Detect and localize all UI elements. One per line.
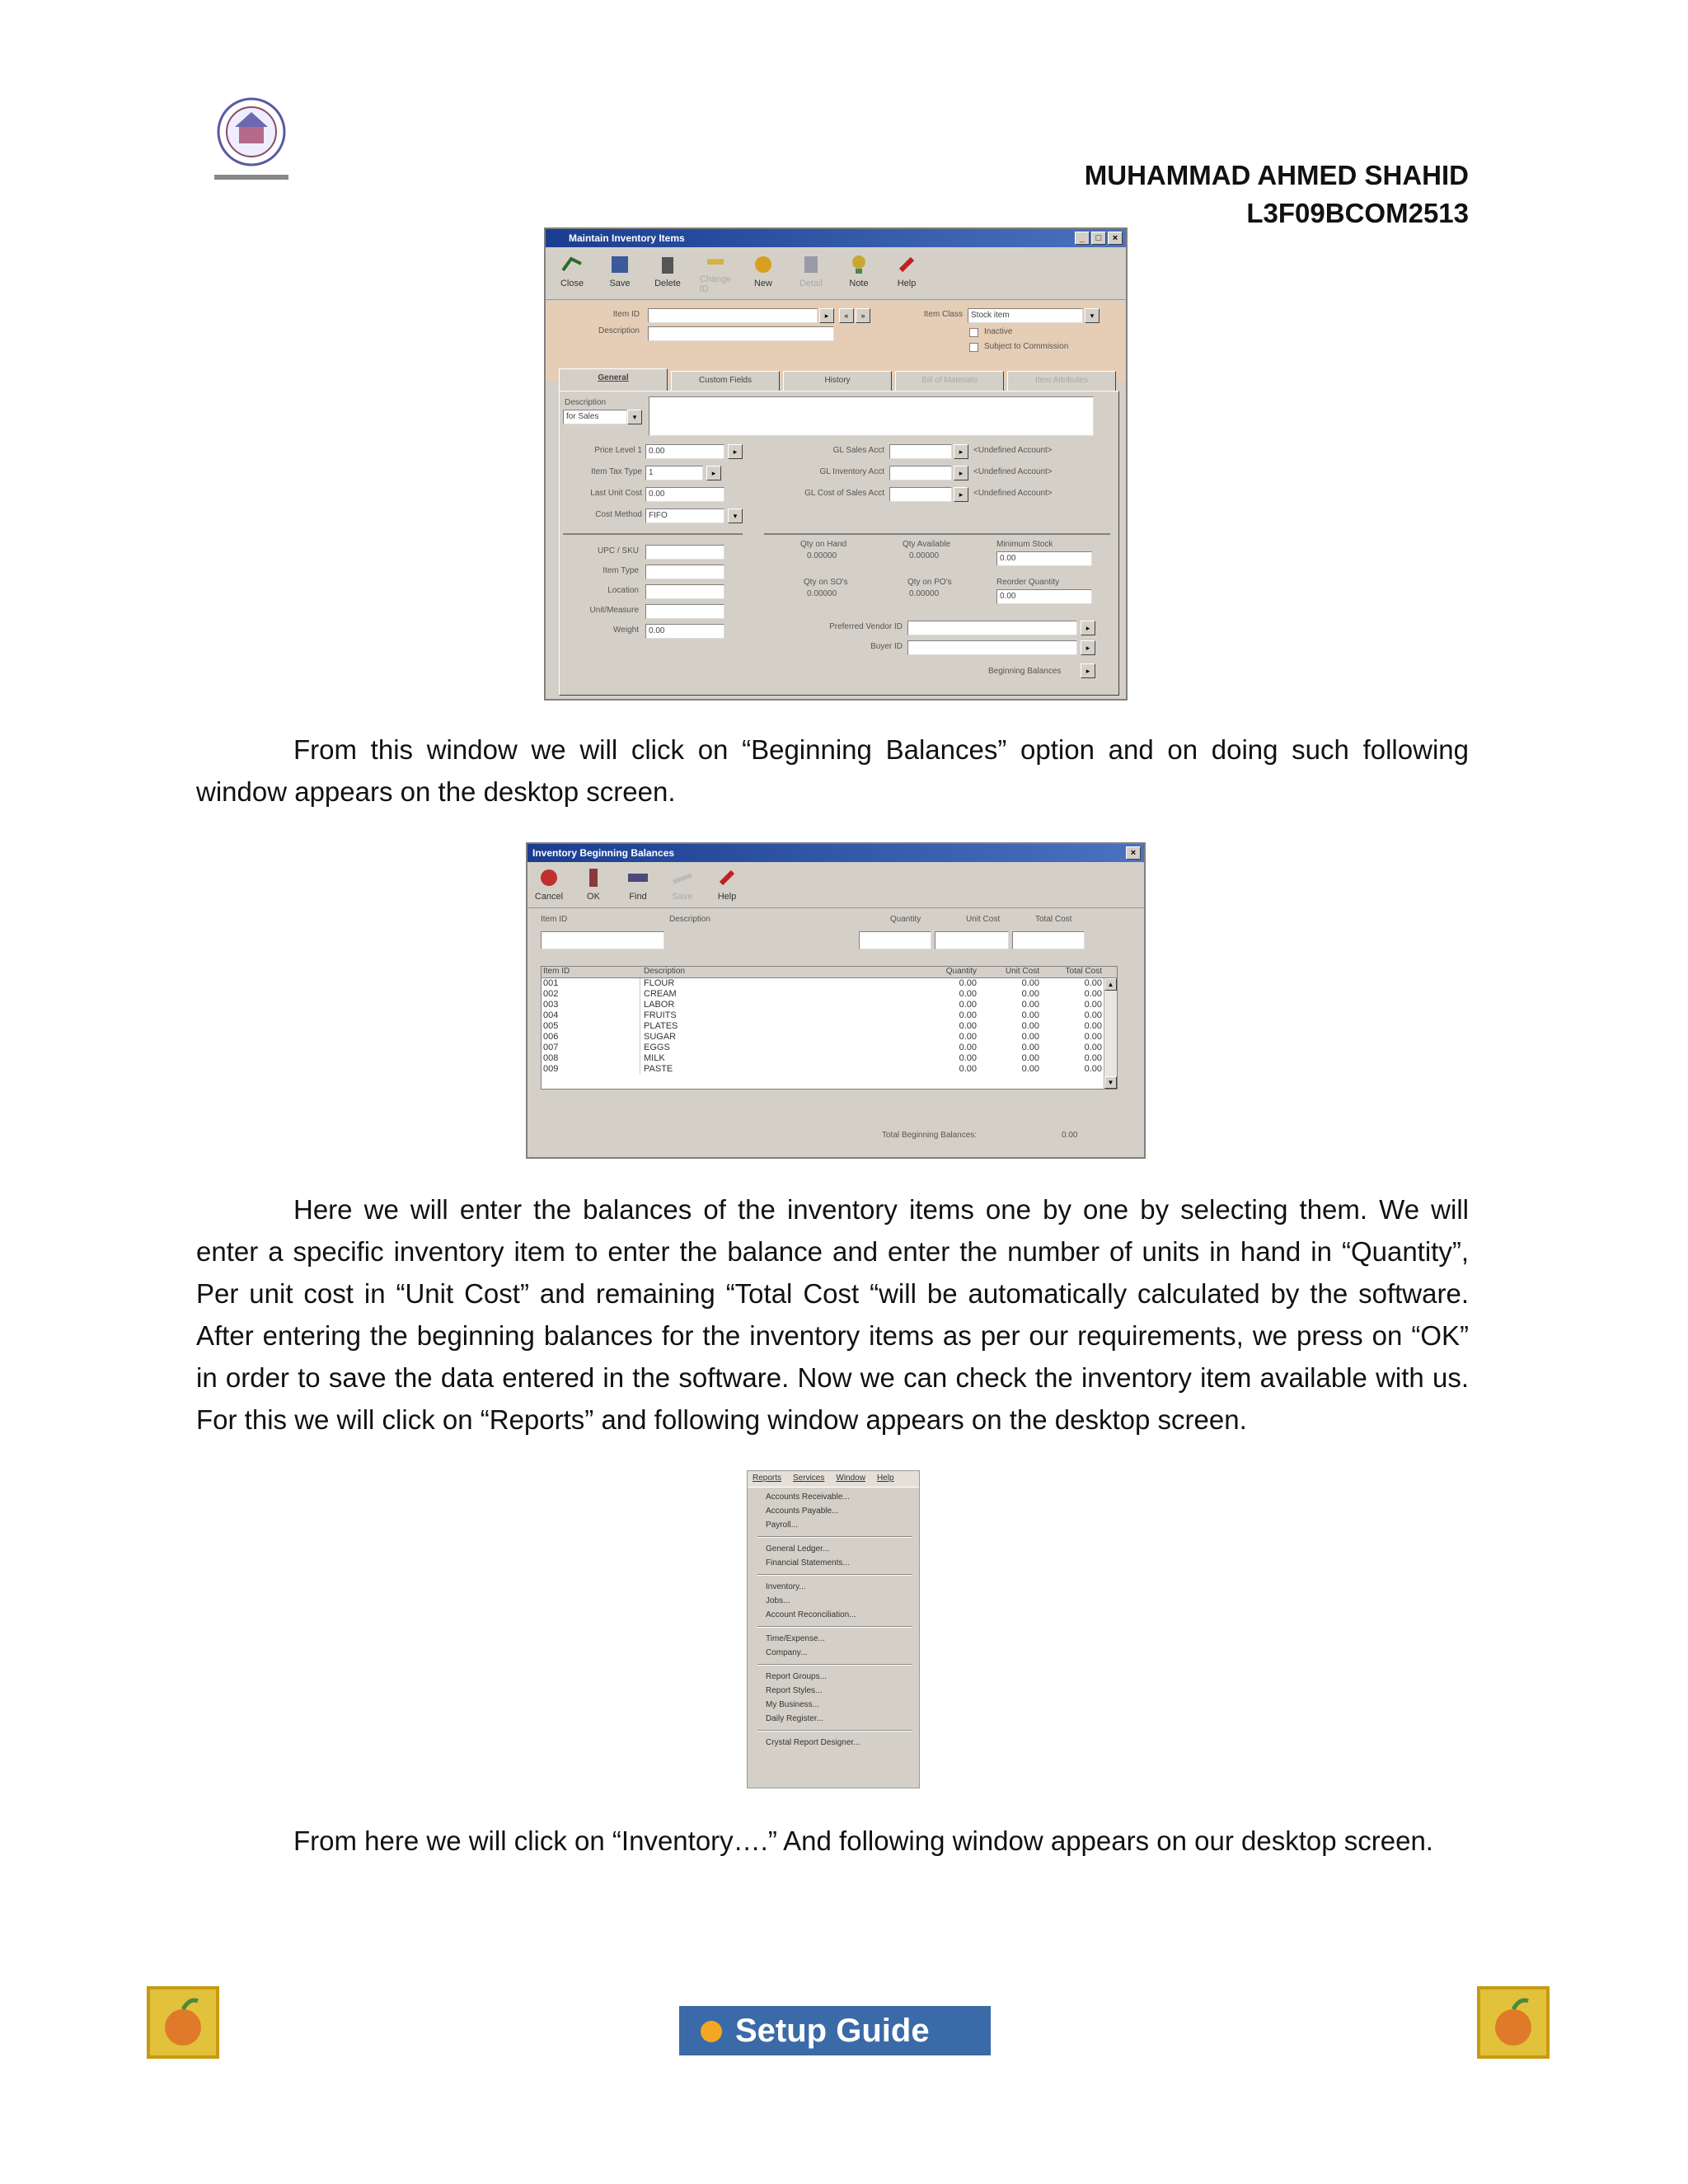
item-type-label: Item Type — [603, 566, 639, 575]
qty-on-pos-value: 0.00000 — [909, 589, 940, 598]
qty-on-sos-label: Qty on SO's — [804, 578, 848, 587]
setup-guide-banner — [679, 2006, 991, 2055]
cost-method-select[interactable]: FIFO — [645, 509, 724, 523]
table-row[interactable] — [542, 1021, 1117, 1032]
menu-item[interactable]: Report Styles... — [766, 1686, 823, 1695]
gl-sales-lookup[interactable]: ▸ — [954, 444, 968, 459]
reorder-qty-label: Reorder Quantity — [996, 578, 1060, 587]
table-row[interactable] — [542, 1053, 1117, 1064]
item-tax-type-input[interactable]: 1 — [645, 466, 703, 480]
gl-cogs-input[interactable] — [889, 487, 952, 502]
gl-cogs-lookup[interactable]: ▸ — [954, 487, 968, 502]
table-row[interactable] — [542, 978, 1117, 989]
gl-sales-label: GL Sales Acct — [832, 446, 884, 455]
gl-inventory-label: GL Inventory Acct — [819, 467, 884, 476]
entry-unit-cost-label: Unit Cost — [966, 915, 1001, 924]
menu-item[interactable]: Daily Register... — [766, 1714, 824, 1723]
table-row[interactable] — [542, 1010, 1117, 1021]
cell-qty: 0.00 — [959, 1000, 977, 1010]
cell-qty: 0.00 — [959, 1032, 977, 1042]
cell-total: 0.00 — [1084, 989, 1102, 999]
fruit-logo-left — [147, 1986, 219, 2059]
price-level-label: Price Level 1 — [594, 446, 642, 455]
general-tab-panel — [559, 391, 1119, 696]
note-tool-button[interactable]: Note — [844, 252, 874, 294]
minimum-stock-input[interactable]: 0.00 — [996, 551, 1092, 566]
item-class-dropdown[interactable]: ▾ — [1085, 308, 1100, 323]
preferred-vendor-label: Preferred Vendor ID — [829, 622, 903, 631]
commission-checkbox[interactable] — [969, 343, 978, 352]
entry-item-id-input[interactable] — [541, 931, 664, 949]
change-id-tool-button[interactable]: Change ID — [701, 252, 730, 294]
cell-unit: 0.00 — [1021, 1032, 1039, 1042]
cell-unit: 0.00 — [1021, 978, 1039, 988]
cell-desc: FLOUR — [644, 978, 675, 988]
entry-total-cost-label: Total Cost — [1035, 915, 1072, 924]
new-tool-button[interactable]: New — [748, 252, 778, 294]
prev-item-button[interactable]: « — [839, 308, 854, 323]
buyer-id-label: Buyer ID — [870, 642, 903, 651]
item-class-label: Item Class — [923, 310, 963, 319]
item-type-input[interactable] — [645, 565, 724, 579]
cell-total: 0.00 — [1084, 1064, 1102, 1074]
location-input[interactable] — [645, 584, 724, 599]
weight-input[interactable]: 0.00 — [645, 624, 724, 639]
cell-total: 0.00 — [1084, 1010, 1102, 1020]
upc-label: UPC / SKU — [597, 546, 639, 555]
menu-item[interactable]: Time/Expense... — [766, 1634, 825, 1643]
cell-id: 009 — [542, 1064, 640, 1075]
gl-inventory-undefined: <Undefined Account> — [973, 467, 1053, 476]
cell-desc: FRUITS — [644, 1010, 677, 1020]
upc-input[interactable] — [645, 545, 724, 560]
cell-total: 0.00 — [1084, 1053, 1102, 1063]
table-row[interactable] — [542, 1000, 1117, 1010]
menu-item[interactable]: My Business... — [766, 1700, 820, 1709]
ok-tool-button[interactable]: OK — [579, 865, 608, 904]
cell-id: 001 — [542, 978, 640, 989]
unit-measure-label: Unit/Measure — [589, 606, 639, 615]
entry-description-label: Description — [669, 915, 711, 924]
reports-menu — [747, 1470, 920, 1788]
sales-description-textarea[interactable] — [649, 396, 1094, 436]
balances-help-button[interactable]: Help — [712, 865, 742, 904]
cell-total: 0.00 — [1084, 1032, 1102, 1042]
menu-services[interactable]: Services — [793, 1474, 825, 1483]
left-section-divider — [563, 533, 743, 535]
balances-close-button[interactable]: × — [1126, 846, 1141, 860]
beginning-balances-button[interactable]: ▸ — [1081, 663, 1095, 678]
tab-custom-fields[interactable]: Custom Fields — [671, 371, 780, 391]
find-icon — [626, 865, 650, 890]
item-id-input[interactable] — [648, 308, 818, 323]
paragraph-3: From here we will click on “Inventory….” And following window appears on our desktop screen. — [293, 1825, 1433, 1856]
delete-icon — [655, 252, 680, 277]
location-label: Location — [607, 586, 639, 595]
cell-desc: EGGS — [644, 1043, 670, 1052]
new-icon — [751, 252, 776, 277]
author-name: MUHAMMAD AHMED SHAHID — [1084, 160, 1469, 190]
cancel-tool-button[interactable]: Cancel — [534, 865, 564, 904]
paragraph-1: From this window we will click on “Beginning Balances” option and on doing such following window appears on the desktop screen. — [196, 734, 1469, 807]
menu-separator — [766, 1726, 919, 1736]
item-tax-type-label: Item Tax Type — [591, 467, 642, 476]
col-quantity[interactable]: Quantity — [945, 967, 977, 976]
tab-general[interactable]: General — [559, 368, 668, 391]
tab-bill-of-materials[interactable]: Bill of Materials — [895, 371, 1004, 391]
grid-header — [542, 967, 1117, 978]
cell-id: 007 — [542, 1043, 640, 1053]
col-total-cost[interactable]: Total Cost — [1065, 967, 1102, 976]
cancel-icon — [537, 865, 561, 890]
setup-guide-label: Setup Guide — [735, 2013, 930, 2049]
bullet-icon — [701, 2021, 722, 2042]
cell-desc: CREAM — [644, 989, 677, 999]
menu-item[interactable]: Financial Statements... — [766, 1558, 850, 1568]
note-icon — [846, 252, 871, 277]
gl-sales-input[interactable] — [889, 444, 952, 459]
help-icon — [894, 252, 919, 277]
qty-available-label: Qty Available — [903, 540, 951, 549]
total-balances-value: 0.00 — [1062, 1131, 1078, 1140]
detail-tool-button[interactable]: Detail — [796, 252, 826, 294]
qty-on-hand-label: Qty on Hand — [800, 540, 847, 549]
cell-qty: 0.00 — [959, 989, 977, 999]
find-tool-button[interactable]: Find — [623, 865, 653, 904]
tab-strip — [559, 371, 1119, 391]
menu-separator — [766, 1532, 919, 1542]
entry-quantity-input[interactable] — [859, 931, 931, 949]
cell-desc: LABOR — [644, 1000, 675, 1010]
menu-help[interactable]: Help — [876, 1474, 894, 1483]
beginning-balances-label: Beginning Balances — [988, 667, 1062, 676]
author-header — [1085, 157, 1469, 232]
save-disabled-tool[interactable]: Save — [668, 865, 697, 904]
qty-on-sos-value: 0.00000 — [807, 589, 837, 598]
reorder-qty-input[interactable]: 0.00 — [996, 589, 1092, 604]
unit-measure-input[interactable] — [645, 604, 724, 619]
cell-id: 006 — [542, 1032, 640, 1043]
qty-on-pos-label: Qty on PO's — [907, 578, 952, 587]
menu-item[interactable]: Company... — [766, 1648, 808, 1657]
cell-desc: PLATES — [644, 1021, 678, 1031]
cell-id: 002 — [542, 989, 640, 1000]
change-id-icon — [703, 252, 728, 273]
menu-item[interactable]: General Ledger... — [766, 1544, 830, 1554]
cell-qty: 0.00 — [959, 1010, 977, 1020]
cell-unit: 0.00 — [1021, 1021, 1039, 1031]
grid-scrollbar[interactable] — [1104, 978, 1117, 1089]
menu-item[interactable]: Report Groups... — [766, 1672, 827, 1681]
table-row[interactable] — [542, 1043, 1117, 1053]
cell-id: 003 — [542, 1000, 640, 1010]
cell-qty: 0.00 — [959, 1043, 977, 1052]
col-unit-cost[interactable]: Unit Cost — [1005, 967, 1039, 976]
menu-separator — [766, 1622, 919, 1632]
qty-available-value: 0.00000 — [909, 551, 940, 560]
cell-qty: 0.00 — [959, 1053, 977, 1063]
entry-quantity-label: Quantity — [890, 915, 921, 924]
help-icon — [715, 865, 739, 890]
tab-history[interactable]: History — [783, 371, 892, 391]
commission-label: Subject to Commission — [984, 342, 1069, 351]
entry-total-cost-input[interactable] — [1012, 931, 1085, 949]
menu-item[interactable]: Crystal Report Designer... — [766, 1738, 860, 1747]
item-id-lookup-button[interactable]: ▸ — [819, 308, 834, 323]
maintain-inventory-window — [544, 227, 1128, 701]
item-id-label: Item ID — [612, 310, 640, 319]
balances-title: Inventory Beginning Balances — [532, 847, 675, 859]
fruit-logo-right — [1477, 1986, 1550, 2059]
menu-separator — [766, 1660, 919, 1670]
menu-item[interactable]: Jobs... — [766, 1596, 790, 1605]
balances-titlebar — [528, 844, 1144, 862]
minimize-button[interactable]: _ — [1075, 232, 1090, 245]
menu-separator — [766, 1570, 919, 1580]
price-level-input[interactable]: 0.00 — [645, 444, 724, 459]
balances-toolbar — [528, 862, 1144, 908]
cell-unit: 0.00 — [1021, 989, 1039, 999]
menu-reports[interactable]: Reports — [753, 1474, 782, 1483]
gl-cogs-undefined: <Undefined Account> — [973, 489, 1053, 498]
menubar — [748, 1471, 919, 1488]
menu-window[interactable]: Window — [836, 1474, 865, 1483]
help-tool-button[interactable]: Help — [892, 252, 921, 294]
close-tool-icon — [560, 252, 584, 277]
cost-method-label: Cost Method — [595, 510, 642, 519]
menu-item[interactable]: Accounts Payable... — [766, 1507, 839, 1516]
next-item-button[interactable]: » — [856, 308, 870, 323]
cell-total: 0.00 — [1084, 1000, 1102, 1010]
cell-id: 004 — [542, 1010, 640, 1021]
cell-unit: 0.00 — [1021, 1000, 1039, 1010]
maintain-window-title: Maintain Inventory Items — [569, 232, 685, 244]
description-input[interactable] — [648, 326, 834, 341]
cell-total: 0.00 — [1084, 978, 1102, 988]
desc-for-label: Description — [565, 398, 607, 407]
cell-total: 0.00 — [1084, 1021, 1102, 1031]
table-row[interactable] — [542, 989, 1117, 1000]
gl-sales-undefined: <Undefined Account> — [973, 446, 1053, 455]
detail-icon — [799, 252, 823, 277]
last-unit-cost-input[interactable]: 0.00 — [645, 487, 724, 502]
qty-on-hand-value: 0.00000 — [807, 551, 837, 560]
preferred-vendor-input[interactable] — [907, 621, 1077, 635]
university-logo — [190, 92, 313, 191]
menu-item[interactable]: Accounts Receivable... — [766, 1493, 850, 1502]
last-unit-cost-label: Last Unit Cost — [590, 489, 642, 498]
close-tool-button[interactable]: Close — [557, 252, 587, 294]
cell-unit: 0.00 — [1021, 1064, 1039, 1074]
item-class-select[interactable]: Stock item — [968, 308, 1083, 323]
maintain-toolbar — [546, 247, 1126, 300]
for-sales-dropdown[interactable]: ▾ — [627, 410, 642, 424]
save-tool-button[interactable]: Save — [605, 252, 635, 294]
cell-qty: 0.00 — [959, 1064, 977, 1074]
right-section-divider — [764, 533, 1110, 535]
menu-item[interactable]: Account Reconciliation... — [766, 1610, 856, 1619]
preferred-vendor-lookup[interactable]: ▸ — [1081, 621, 1095, 635]
item-tax-type-lookup[interactable]: ▸ — [706, 466, 721, 480]
cell-unit: 0.00 — [1021, 1010, 1039, 1020]
table-row[interactable] — [542, 1064, 1117, 1075]
for-sales-select[interactable]: for Sales — [563, 410, 627, 424]
price-level-button[interactable]: ▸ — [728, 444, 743, 459]
paragraph-2: Here we will enter the balances of the inventory items one by one by selecting them. We will enter a specific inventory item to enter the balance and enter the number of units in hand in “Quantity”, Per unit cost in “Unit Cost” and remaining “Total Cost “will be automatically calculated by the software. After entering the beginning balances for the inventory items as per our requirements, we press on “OK” in order to save the data entered in the software. Now we can check the inventory item available with us. For this we will click on “Reports” and following window appears on the desktop screen. — [196, 1194, 1469, 1435]
reports-menu-list — [748, 1488, 919, 1752]
table-row[interactable] — [542, 1032, 1117, 1043]
cell-total: 0.00 — [1084, 1043, 1102, 1052]
cell-desc: MILK — [644, 1053, 665, 1063]
col-description[interactable]: Description — [644, 967, 686, 976]
tab-item-attributes[interactable]: Item Attributes — [1007, 371, 1116, 391]
beginning-balances-window — [526, 842, 1146, 1159]
weight-label: Weight — [613, 626, 639, 635]
col-item-id[interactable]: Item ID — [542, 967, 640, 977]
balances-grid — [541, 966, 1118, 1090]
inactive-label: Inactive — [984, 327, 1013, 336]
delete-tool-button[interactable]: Delete — [653, 252, 682, 294]
scroll-down-arrow[interactable]: ▼ — [1104, 1076, 1117, 1089]
save-icon — [607, 252, 632, 277]
cell-id: 008 — [542, 1053, 640, 1064]
cell-unit: 0.00 — [1021, 1043, 1039, 1052]
author-id: L3F09BCOM2513 — [1246, 198, 1469, 228]
cell-qty: 0.00 — [959, 978, 977, 988]
gl-inventory-lookup[interactable]: ▸ — [954, 466, 968, 480]
gl-inventory-input[interactable] — [889, 466, 952, 480]
cell-unit: 0.00 — [1021, 1053, 1039, 1063]
description-label: Description — [598, 326, 640, 335]
buyer-id-input[interactable] — [907, 640, 1077, 655]
ok-icon — [581, 865, 606, 890]
gl-cogs-label: GL Cost of Sales Acct — [804, 489, 884, 498]
cost-method-dropdown[interactable]: ▾ — [728, 509, 743, 523]
disabled-tool-icon — [670, 865, 695, 890]
cell-id: 005 — [542, 1021, 640, 1032]
entry-unit-cost-input[interactable] — [935, 931, 1009, 949]
maintain-window-titlebar — [546, 229, 1126, 247]
minimum-stock-label: Minimum Stock — [996, 540, 1053, 549]
entry-item-id-label: Item ID — [541, 915, 568, 924]
inactive-checkbox[interactable] — [969, 328, 978, 337]
cell-desc: PASTE — [644, 1064, 673, 1074]
buyer-id-lookup[interactable]: ▸ — [1081, 640, 1095, 655]
menu-item[interactable]: Payroll... — [766, 1521, 798, 1530]
cell-desc: SUGAR — [644, 1032, 677, 1042]
scroll-up-arrow[interactable]: ▲ — [1104, 978, 1117, 991]
total-balances-label: Total Beginning Balances: — [882, 1131, 978, 1140]
close-window-button[interactable]: × — [1108, 232, 1123, 245]
menu-item[interactable]: Inventory... — [766, 1582, 806, 1591]
grid-body — [542, 978, 1117, 1075]
maximize-button[interactable]: □ — [1091, 232, 1106, 245]
cell-qty: 0.00 — [959, 1021, 977, 1031]
